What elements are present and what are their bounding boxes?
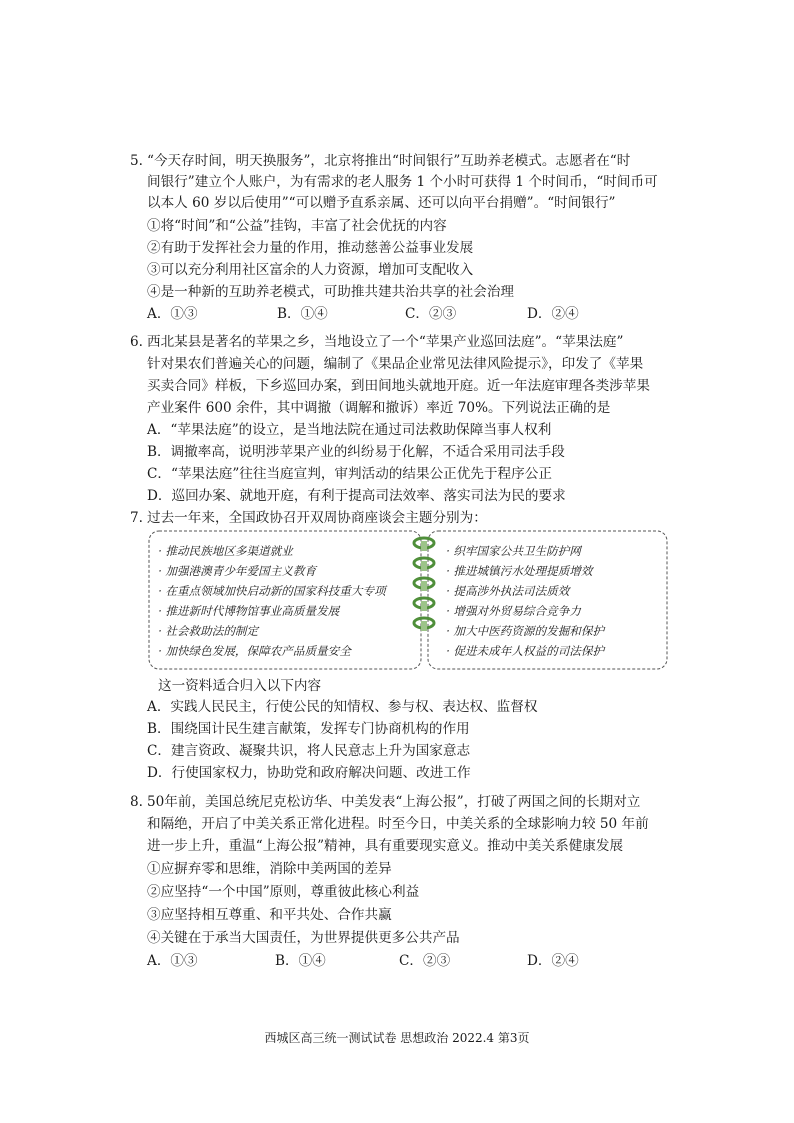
question-number: 6. (130, 334, 143, 350)
option-d[interactable]: D．巡回办案、就地开庭，有利于提高司法效率、落实司法为民的要求 (147, 488, 566, 504)
option-d[interactable]: D．②④ (527, 953, 579, 969)
statement-item: ①将“时间”和“公益”挂钩，丰富了社会优抚的内容 (147, 218, 447, 234)
question-stem-line: 50年前，美国总统尼克松访华、中美发表“上海公报”，打破了两国之间的长期对立 (147, 794, 641, 810)
topic-left: · 加快绿色发展，保障农产品质量安全 (158, 644, 351, 658)
option-b[interactable]: B．①④ (277, 306, 328, 322)
question-stem-line: 过去一年来，全国政协召开双周协商座谈会主题分别为： (147, 510, 487, 526)
question-stem-line: 进一步上升，重温“上海公报”精神，具有重要现实意义。推动中美关系健康发展 (147, 838, 624, 854)
option-a[interactable]: A．①③ (147, 306, 198, 322)
option-d[interactable]: D．行使国家权力，协助党和政府解决问题、改进工作 (147, 765, 471, 781)
option-a[interactable]: A．“苹果法庭”的设立，是当地法院在通过司法救助保障当事人权利 (147, 422, 552, 438)
option-b[interactable]: B．围绕国计民生建言献策，发挥专门协商机构的作用 (147, 721, 470, 737)
question-stem-line: 和隔绝，开启了中美关系正常化进程。时至今日，中美关系的全球影响力较 50 年前 (147, 816, 649, 832)
topic-right: · 促进未成年人权益的司法保护 (446, 644, 605, 658)
question-stem-line: 产业案件 600 余件，其中调撤（调解和撤诉）率近 70%。下列说法正确的是 (147, 400, 611, 416)
topic-left: · 加强港澳青少年爱国主义教育 (158, 564, 317, 578)
question-stem-line: 西北某县是著名的苹果之乡，当地设立了一个“苹果产业巡回法庭”。“苹果法庭” (147, 334, 624, 350)
option-c[interactable]: C．②③ (405, 306, 457, 322)
answer-options (147, 305, 647, 323)
statement-item: ①应摒弃零和思维，消除中美两国的差异 (147, 861, 392, 877)
option-c[interactable]: C．建言资政、凝聚共识，将人民意志上升为国家意志 (147, 743, 471, 759)
answer-options (147, 952, 647, 970)
statement-item: ④是一种新的互助养老模式，可助推共建共治共享的社会治理 (147, 284, 515, 300)
topic-right: · 提高涉外执法司法质效 (446, 584, 570, 598)
option-d[interactable]: D．②④ (527, 306, 579, 322)
question-number: 7. (130, 510, 143, 526)
statement-item: ③应坚持相互尊重、和平共处、合作共赢 (147, 907, 392, 923)
option-a[interactable]: A．实践人民民主，行使公民的知情权、参与权、表达权、监督权 (147, 699, 538, 715)
question-stem-line: “今天存时间，明天换服务”，北京将推出“时间银行”互助养老模式。志愿者在“时 (147, 153, 631, 169)
page-footer: 西城区高三统一测试试卷 思想政治 2022.4 第3页 (264, 1031, 530, 1045)
topic-left: · 在重点领域加快启动新的国家科技重大专项 (158, 584, 386, 598)
topic-right: · 推进城镇污水处理提质增效 (446, 564, 593, 578)
question-stem-line: 以本人 60 岁以后使用”“可以赠予直系亲属、还可以向平台捐赠”。“时间银行” (147, 195, 616, 211)
topic-left: · 社会救助法的制定 (158, 624, 259, 638)
question-stem-line: 买卖合同》样板，下乡巡回办案，到田间地头就地开庭。近一年法庭审理各类涉苹果 (147, 378, 650, 394)
topic-left: · 推动民族地区多渠道就业 (158, 544, 293, 558)
statement-item: ③可以充分利用社区富余的人力资源，增加可支配收入 (147, 262, 474, 278)
option-c[interactable]: C．“苹果法庭”往往当庭宣判，审判活动的结果公正优先于程序公正 (147, 466, 552, 482)
topic-right: · 增强对外贸易综合竞争力 (446, 604, 581, 618)
option-a[interactable]: A．①③ (147, 953, 198, 969)
question-prompt: 这一资料适合归入以下内容 (158, 678, 322, 694)
topic-right: · 加大中医药资源的发掘和保护 (446, 624, 605, 638)
option-b[interactable]: B．①④ (275, 953, 326, 969)
question-stem-line: 针对果农们普遍关心的问题，编制了《果品企业常见法律风险提示》，印发了《苹果 (147, 356, 644, 372)
option-c[interactable]: C．②③ (399, 953, 451, 969)
topics-panel (148, 530, 668, 670)
question-number: 8. (130, 794, 143, 810)
topic-right: · 织牢国家公共卫生防护网 (446, 544, 581, 558)
question-stem-line: 间银行”建立个人账户，为有需求的老人服务 1 个小时可获得 1 个时间币，“时间币可 (147, 174, 658, 190)
statement-item: ②应坚持“一个中国”原则，尊重彼此核心利益 (147, 884, 420, 900)
topic-left: · 推进新时代博物馆事业高质量发展 (158, 604, 340, 618)
binder-rings-graphic (414, 538, 434, 631)
question-number: 5. (130, 153, 143, 169)
statement-item: ④关键在于承当大国责任，为世界提供更多公共产品 (147, 930, 460, 946)
statement-item: ②有助于发挥社会力量的作用，推动慈善公益事业发展 (147, 240, 474, 256)
option-b[interactable]: B．调撤率高，说明涉苹果产业的纠纷易于化解，不适合采用司法手段 (147, 444, 565, 460)
